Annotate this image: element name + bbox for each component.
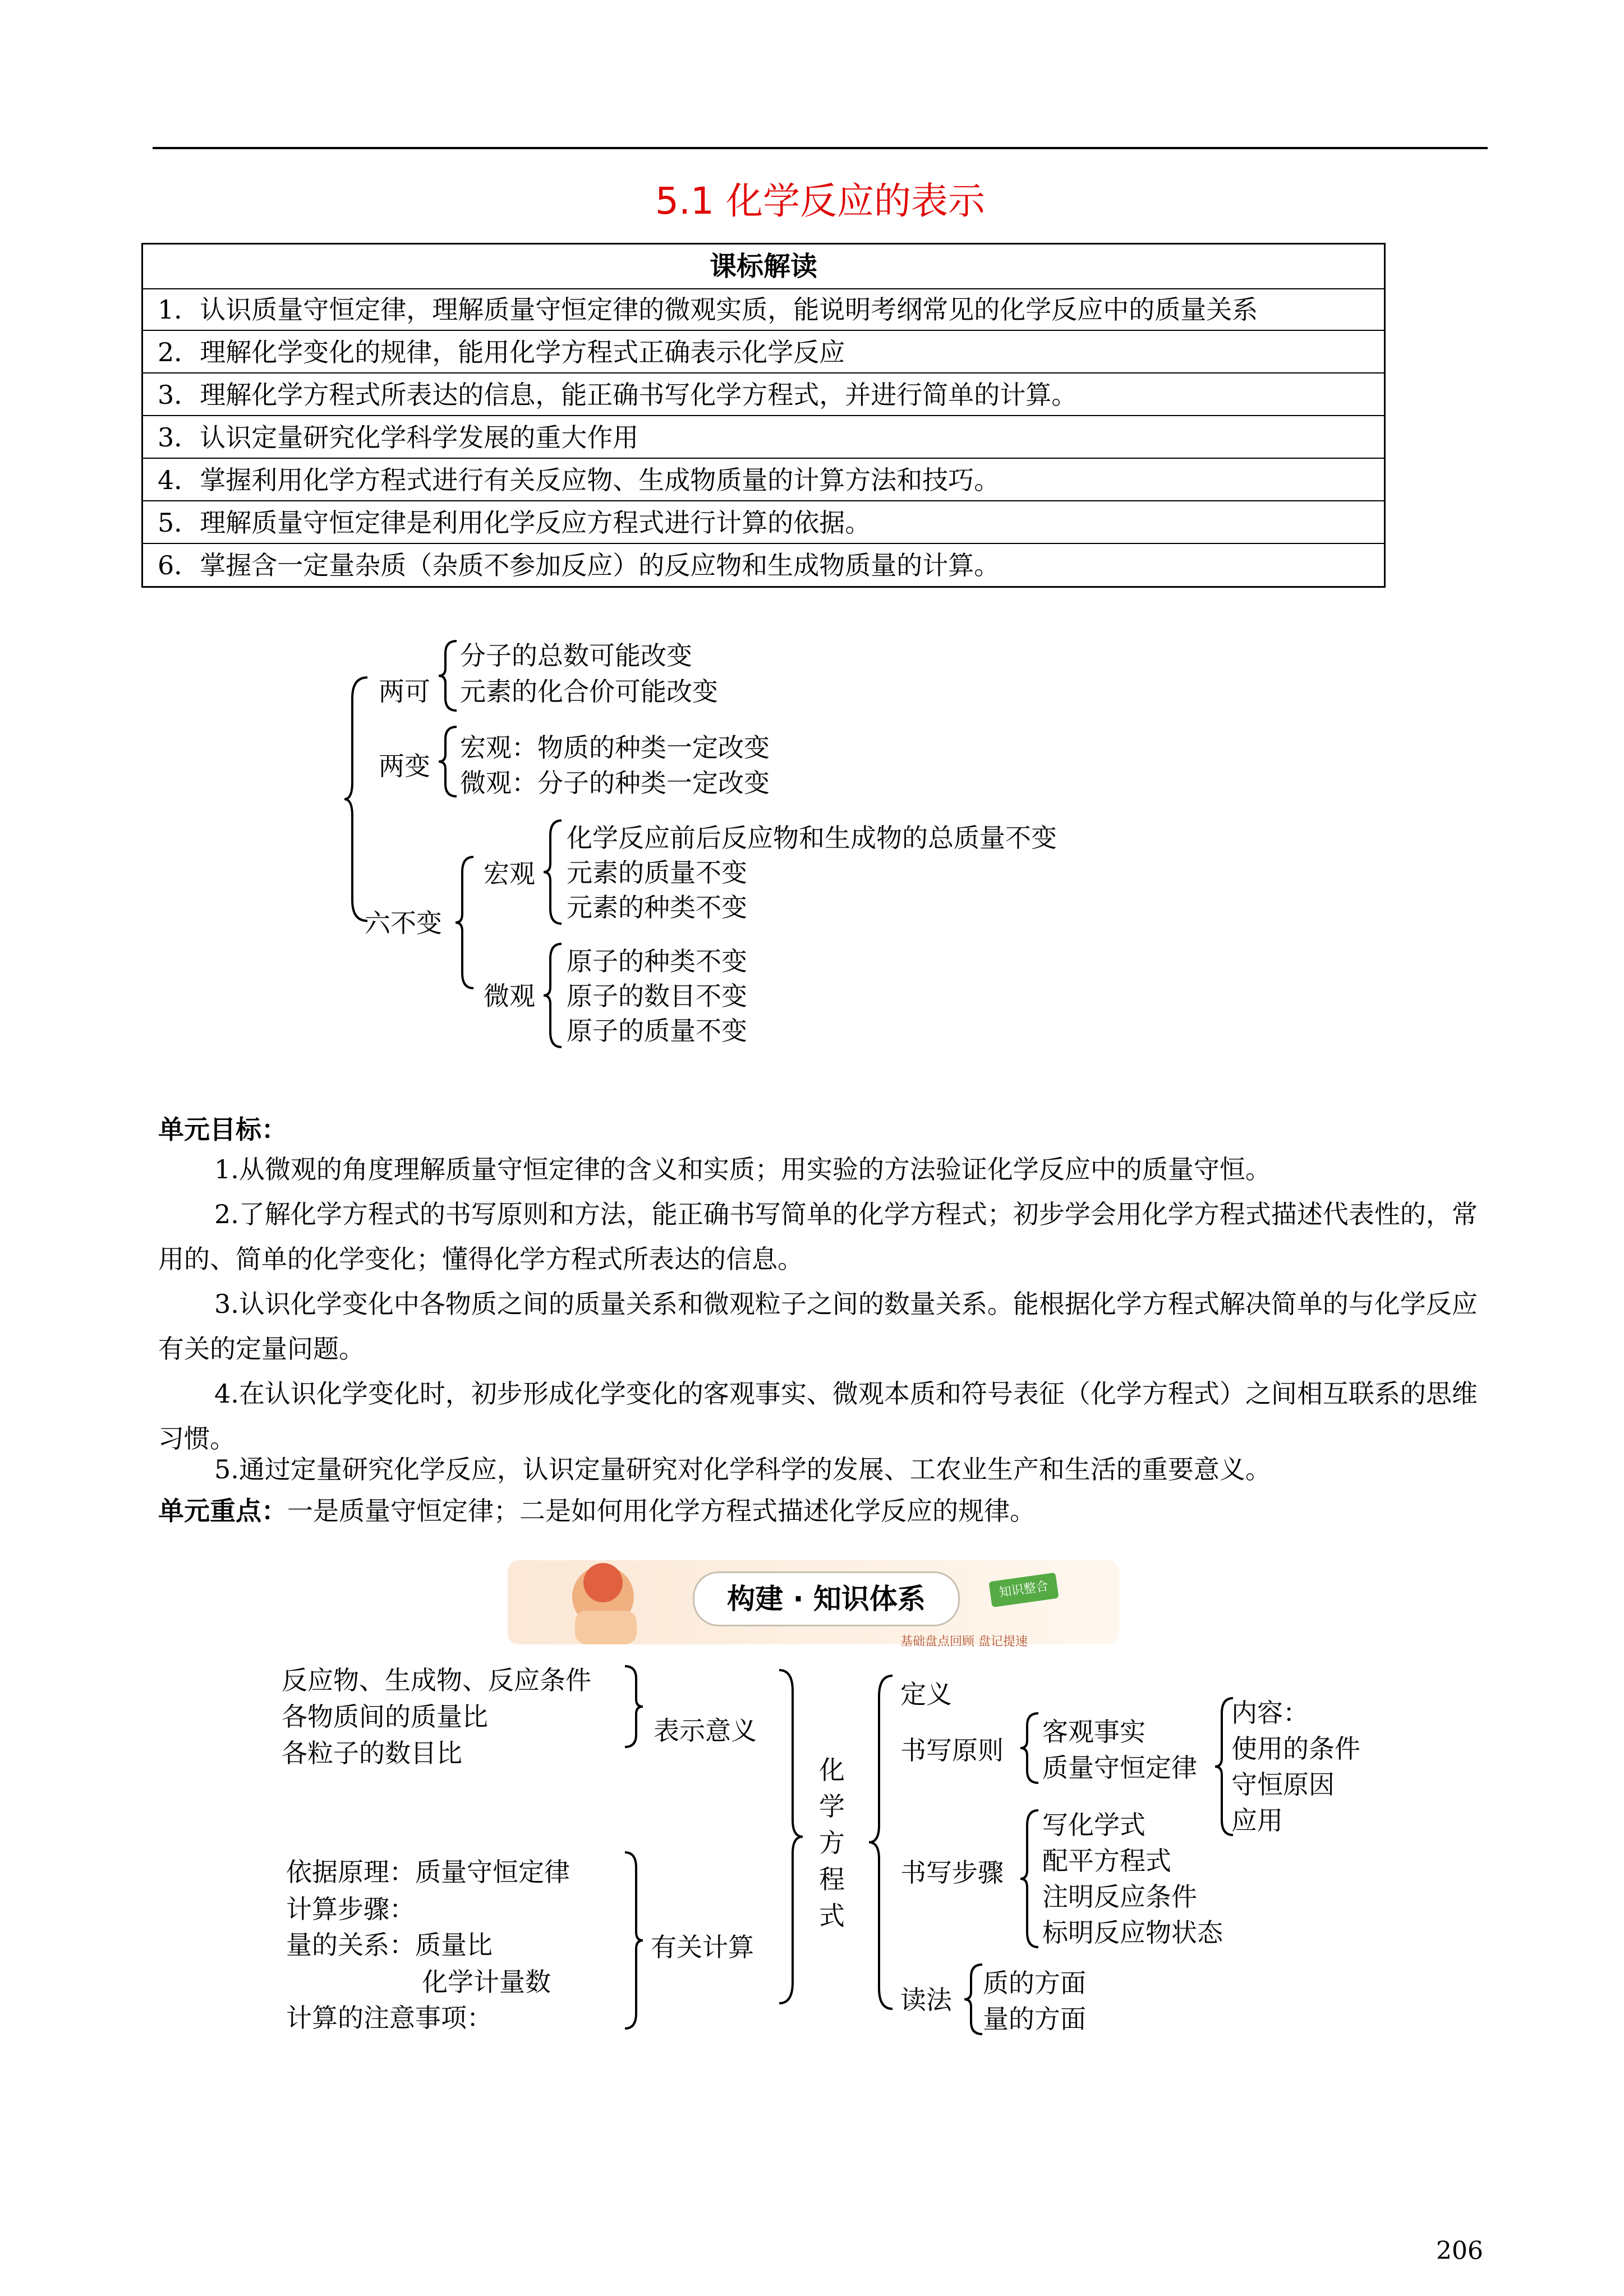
brace-steps: [1018, 1809, 1041, 1949]
node-item: 注明反应条件: [1042, 1882, 1197, 1912]
curriculum-item: 3．理解化学方程式所表达的信息，能正确书写化学方程式，并进行简单的计算。: [143, 374, 1384, 416]
node-item: 元素的种类不变: [567, 892, 747, 923]
goal-paragraph: [158, 1281, 1488, 1371]
curriculum-item: 2．理解化学变化的规律，能用化学方程式正确表示化学反应: [143, 331, 1384, 374]
node-definition: 定义: [900, 1679, 952, 1709]
node-liangbian: 两变: [379, 751, 430, 781]
node-item: 量的关系：质量比: [286, 1930, 493, 1960]
brace-liububian: [453, 855, 476, 990]
node-item: 元素的化合价可能改变: [460, 676, 718, 707]
goal-text: 5.通过定量研究化学反应，认识定量研究对化学科学的发展、工农业生产和生活的重要意义。: [214, 1454, 1271, 1484]
node-item: 依据原理：质量守恒定律: [286, 1857, 570, 1887]
knowledge-banner: [508, 1549, 1119, 1656]
node-item: 写化学式: [1042, 1810, 1145, 1840]
node-item: 元素的质量不变: [567, 857, 747, 888]
center-char: 方: [819, 1828, 845, 1858]
node-item: 客观事实: [1042, 1717, 1145, 1747]
node-item: 反应物、生成物、反应条件: [282, 1665, 591, 1695]
node-item: 分子的总数可能改变: [460, 640, 692, 671]
brace-main: [342, 676, 370, 923]
node-item: 使用的条件: [1231, 1733, 1360, 1764]
page-number: 206: [1436, 2237, 1483, 2265]
goal-text: 2.了解化学方程式的书写原则和方法，能正确书写简单的化学方程式；初步学会用化学方程式描述代表性的，常用的、简单的化学变化；懂得化学方程式所表达的信息。: [158, 1199, 1478, 1274]
node-hongguan: 宏观: [484, 859, 535, 889]
node-liangke: 两可: [379, 676, 430, 707]
brace-liangke: [436, 639, 459, 712]
node-item: 配平方程式: [1042, 1846, 1171, 1876]
node-item: 化学反应前后反应物和生成物的总质量不变: [567, 823, 1057, 853]
banner-subtitle: 基础盘点回顾 盘记提速: [900, 1635, 1028, 1649]
goal-paragraph: [158, 1447, 1488, 1492]
goal-text: 3.认识化学变化中各物质之间的质量关系和微观粒子之间的数量关系。能根据化学方程式解决简单的与化学反应有关的定量问题。: [158, 1289, 1478, 1364]
node-item: 微观：分子的种类一定改变: [460, 768, 770, 798]
node-meaning: 表示意义: [654, 1716, 757, 1746]
brace-center-left: [777, 1668, 805, 2005]
node-liububian: 六不变: [365, 908, 442, 938]
brace-weiguan: [541, 942, 564, 1049]
node-writing-principle: 书写原则: [900, 1735, 1004, 1765]
header-rule: [153, 147, 1488, 149]
goal-paragraph: [158, 1147, 1488, 1192]
curriculum-item: 1．认识质量守恒定律，理解质量守恒定律的微观实质，能说明考纲常见的化学反应中的质量关系: [143, 288, 1384, 331]
banner-badge: 知识整合: [988, 1573, 1059, 1607]
node-item: 计算步骤：: [286, 1894, 415, 1924]
curriculum-item: 4．掌握利用化学方程式进行有关反应物、生成物质量的计算方法和技巧。: [143, 459, 1384, 501]
center-char: 程: [819, 1864, 845, 1894]
brace-calc: [623, 1851, 645, 2030]
curriculum-item: 5．理解质量守恒定律是利用化学反应方程式进行计算的依据。: [143, 501, 1384, 544]
node-item: 化学计量数: [422, 1967, 551, 1997]
node-item: 量的方面: [983, 2004, 1086, 2034]
brace-center-right: [867, 1674, 895, 2011]
curriculum-table: [141, 243, 1386, 588]
focus-label: 单元重点：: [158, 1496, 287, 1526]
node-item: 原子的数目不变: [567, 981, 747, 1011]
node-item: 应用: [1231, 1805, 1283, 1836]
page-title: 5.1 化学反应的表示: [655, 179, 985, 223]
center-char: 学: [819, 1791, 845, 1822]
node-item: 内容：: [1231, 1698, 1309, 1728]
node-item: 各物质间的质量比: [282, 1702, 488, 1732]
goal-text: 1.从微观的角度理解质量守恒定律的含义和实质；用实验的方法验证化学反应中的质量守恒。: [214, 1154, 1271, 1184]
node-calc: 有关计算: [651, 1932, 754, 1962]
node-item: 标明反应物状态: [1042, 1917, 1223, 1948]
node-writing-steps: 书写步骤: [900, 1857, 1004, 1888]
node-item: 宏观：物质的种类一定改变: [460, 732, 770, 763]
curriculum-item: 6．掌握含一定量杂质（杂质不参加反应）的反应物和生成物质量的计算。: [158, 550, 1000, 580]
node-item: 各粒子的数目比: [282, 1738, 462, 1768]
center-char: 式: [819, 1901, 845, 1931]
node-item: 质量守恒定律: [1042, 1753, 1197, 1783]
goals-heading: 单元目标：: [158, 1114, 287, 1145]
node-item: 质的方面: [983, 1968, 1086, 1998]
focus-text: 一是质量守恒定律；二是如何用化学方程式描述化学反应的规律。: [287, 1496, 1036, 1526]
brace-liangbian: [436, 725, 459, 798]
node-item: 原子的质量不变: [567, 1016, 747, 1046]
curriculum-header: 课标解读: [143, 245, 1384, 289]
center-char: 化: [819, 1755, 845, 1785]
curriculum-item: 3．认识定量研究化学科学发展的重大作用: [143, 416, 1384, 459]
node-reading: 读法: [900, 1985, 952, 2015]
brace-meaning: [623, 1665, 645, 1749]
banner-title: 构建 · 知识体系: [693, 1571, 960, 1626]
goal-paragraph: [158, 1192, 1488, 1281]
brace-reading: [962, 1963, 984, 2036]
node-weiguan: 微观: [484, 981, 535, 1011]
brace-law: [1213, 1696, 1235, 1837]
unit-focus: [158, 1491, 1036, 1528]
node-item: 守恒原因: [1231, 1769, 1335, 1800]
node-item: 计算的注意事项：: [286, 2003, 493, 2033]
goal-text: 4.在认识化学变化时，初步形成化学变化的客观事实、微观本质和符号表征（化学方程式）之间相互联系的思维习惯。: [158, 1378, 1478, 1454]
brace-hongguan: [541, 819, 564, 925]
node-item: 原子的种类不变: [567, 946, 747, 976]
brace-principle: [1018, 1712, 1041, 1785]
